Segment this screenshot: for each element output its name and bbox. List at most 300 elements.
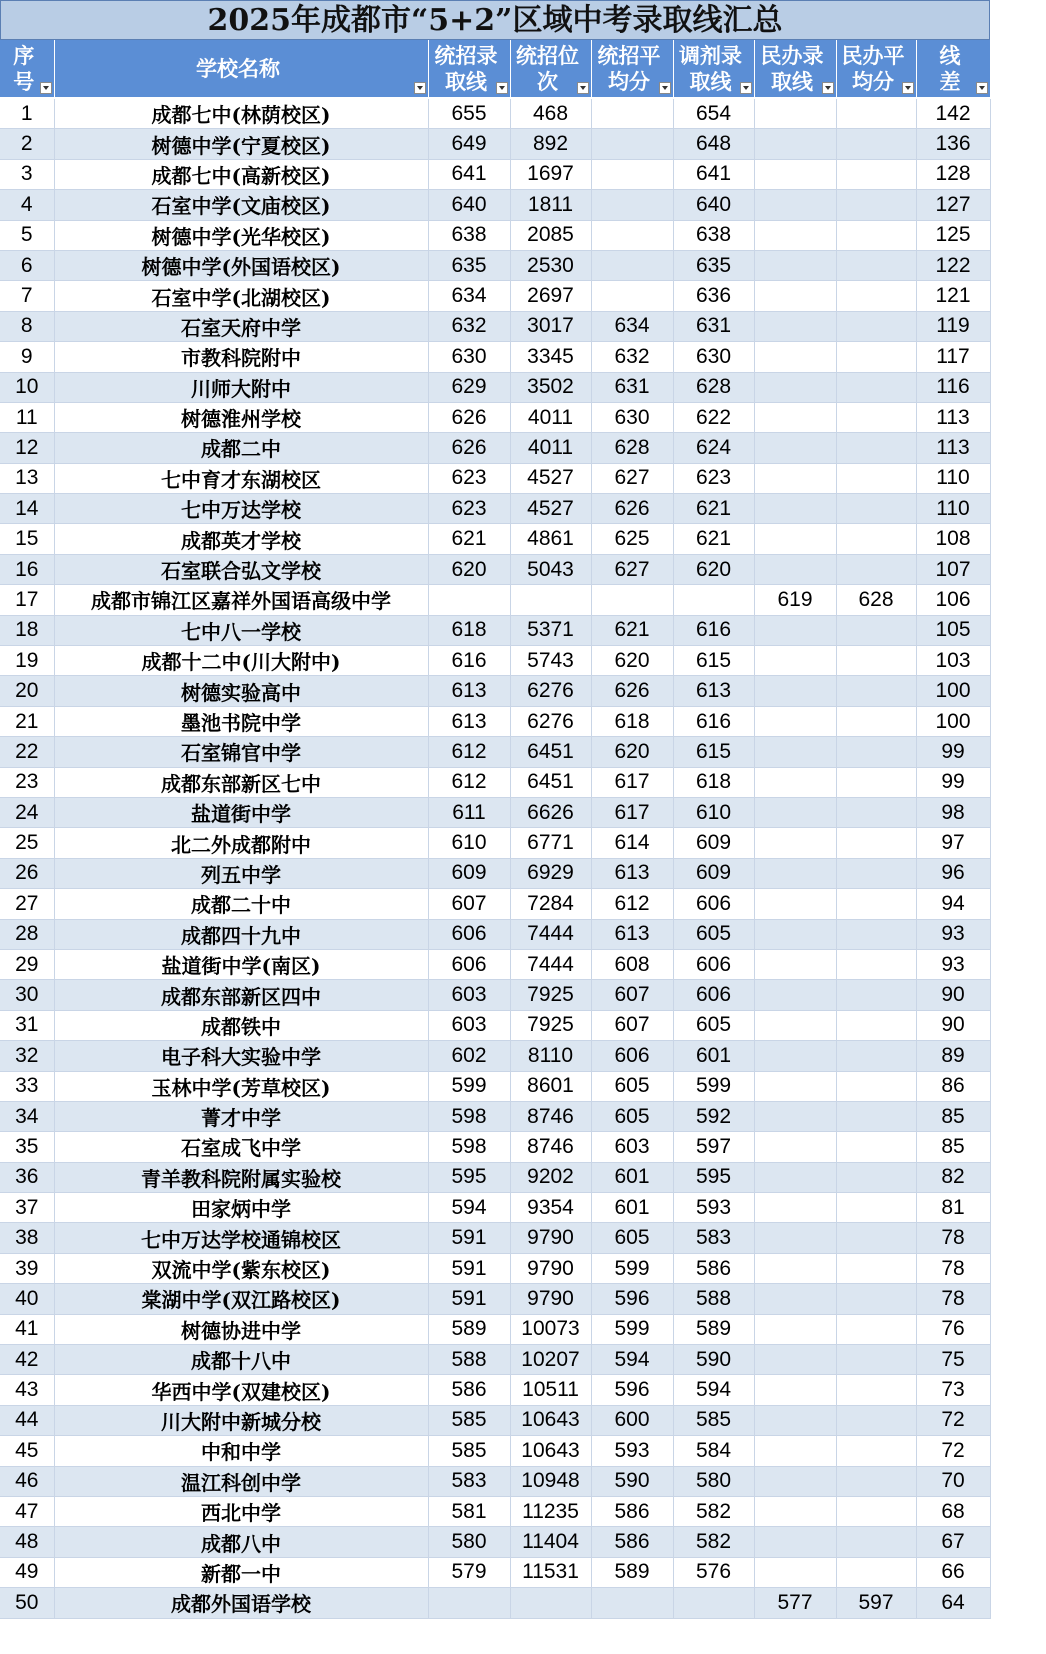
cell-private-avg[interactable] xyxy=(836,1466,916,1496)
cell-unified-avg[interactable]: 613 xyxy=(591,858,673,888)
cell-unified-rank[interactable]: 3017 xyxy=(510,311,591,341)
header-adjust-score[interactable] xyxy=(673,40,754,98)
cell-private-avg[interactable] xyxy=(836,190,916,220)
cell-private-avg[interactable] xyxy=(836,646,916,676)
cell-private-avg[interactable] xyxy=(836,1193,916,1223)
cell-private-score[interactable] xyxy=(754,250,836,280)
cell-school-name[interactable]: 石室锦官中学 xyxy=(54,737,428,767)
cell-no[interactable]: 39 xyxy=(0,1253,54,1283)
cell-private-score[interactable] xyxy=(754,646,836,676)
cell-adjust-score[interactable]: 618 xyxy=(673,767,754,797)
cell-private-score[interactable]: 619 xyxy=(754,585,836,615)
cell-unified-score[interactable]: 655 xyxy=(428,98,510,129)
cell-unified-avg[interactable]: 596 xyxy=(591,1284,673,1314)
cell-school-name[interactable]: 电子科大实验中学 xyxy=(54,1041,428,1071)
cell-private-avg[interactable] xyxy=(836,919,916,949)
cell-unified-avg[interactable]: 600 xyxy=(591,1405,673,1435)
cell-private-score[interactable] xyxy=(754,737,836,767)
cell-gap[interactable]: 119 xyxy=(916,311,990,341)
cell-gap[interactable]: 76 xyxy=(916,1314,990,1344)
cell-adjust-score[interactable]: 588 xyxy=(673,1284,754,1314)
cell-no[interactable]: 44 xyxy=(0,1405,54,1435)
cell-no[interactable]: 42 xyxy=(0,1345,54,1375)
header-private-score[interactable] xyxy=(754,40,836,98)
cell-private-avg[interactable] xyxy=(836,1253,916,1283)
cell-no[interactable]: 43 xyxy=(0,1375,54,1405)
cell-unified-score[interactable]: 626 xyxy=(428,433,510,463)
cell-no[interactable]: 8 xyxy=(0,311,54,341)
cell-private-score[interactable] xyxy=(754,615,836,645)
cell-school-name[interactable]: 华西中学(双建校区) xyxy=(54,1375,428,1405)
cell-unified-rank[interactable]: 7444 xyxy=(510,919,591,949)
cell-school-name[interactable]: 成都七中(高新校区) xyxy=(54,159,428,189)
cell-unified-score[interactable]: 591 xyxy=(428,1223,510,1253)
cell-unified-rank[interactable]: 7444 xyxy=(510,949,591,979)
cell-unified-score[interactable]: 599 xyxy=(428,1071,510,1101)
cell-unified-score[interactable]: 635 xyxy=(428,250,510,280)
cell-unified-score[interactable]: 598 xyxy=(428,1101,510,1131)
cell-unified-score[interactable]: 598 xyxy=(428,1132,510,1162)
cell-private-score[interactable] xyxy=(754,1253,836,1283)
cell-school-name[interactable]: 成都四十九中 xyxy=(54,919,428,949)
cell-private-avg[interactable] xyxy=(836,494,916,524)
cell-gap[interactable]: 136 xyxy=(916,129,990,159)
cell-unified-score[interactable]: 607 xyxy=(428,889,510,919)
cell-private-avg[interactable] xyxy=(836,311,916,341)
filter-dropdown-icon[interactable] xyxy=(976,82,988,94)
cell-unified-avg[interactable]: 625 xyxy=(591,524,673,554)
cell-private-score[interactable] xyxy=(754,1193,836,1223)
cell-private-score[interactable] xyxy=(754,372,836,402)
cell-unified-score[interactable]: 640 xyxy=(428,190,510,220)
cell-private-avg[interactable] xyxy=(836,1496,916,1526)
cell-school-name[interactable]: 墨池书院中学 xyxy=(54,706,428,736)
cell-no[interactable]: 45 xyxy=(0,1436,54,1466)
filter-dropdown-icon[interactable] xyxy=(659,82,671,94)
cell-unified-rank[interactable]: 8601 xyxy=(510,1071,591,1101)
cell-school-name[interactable]: 成都东部新区七中 xyxy=(54,767,428,797)
header-school[interactable] xyxy=(54,40,428,98)
cell-gap[interactable]: 85 xyxy=(916,1132,990,1162)
cell-unified-rank[interactable]: 4011 xyxy=(510,402,591,432)
cell-adjust-score[interactable]: 631 xyxy=(673,311,754,341)
cell-school-name[interactable]: 石室天府中学 xyxy=(54,311,428,341)
cell-school-name[interactable]: 玉林中学(芳草校区) xyxy=(54,1071,428,1101)
cell-no[interactable]: 49 xyxy=(0,1557,54,1587)
cell-unified-score[interactable]: 629 xyxy=(428,372,510,402)
filter-dropdown-icon[interactable] xyxy=(902,82,914,94)
cell-no[interactable]: 14 xyxy=(0,494,54,524)
cell-adjust-score[interactable]: 630 xyxy=(673,342,754,372)
cell-no[interactable]: 33 xyxy=(0,1071,54,1101)
cell-adjust-score[interactable]: 580 xyxy=(673,1466,754,1496)
cell-private-score[interactable] xyxy=(754,1101,836,1131)
cell-school-name[interactable]: 温江科创中学 xyxy=(54,1466,428,1496)
cell-private-score[interactable] xyxy=(754,524,836,554)
cell-gap[interactable]: 125 xyxy=(916,220,990,250)
cell-unified-avg[interactable]: 618 xyxy=(591,706,673,736)
cell-school-name[interactable]: 石室成飞中学 xyxy=(54,1132,428,1162)
cell-unified-avg[interactable]: 603 xyxy=(591,1132,673,1162)
cell-gap[interactable]: 90 xyxy=(916,1010,990,1040)
cell-unified-score[interactable]: 606 xyxy=(428,949,510,979)
cell-unified-score[interactable]: 632 xyxy=(428,311,510,341)
cell-no[interactable]: 3 xyxy=(0,159,54,189)
cell-unified-score[interactable]: 603 xyxy=(428,1010,510,1040)
cell-private-avg[interactable] xyxy=(836,1527,916,1557)
cell-school-name[interactable]: 成都二十中 xyxy=(54,889,428,919)
cell-unified-rank[interactable]: 7925 xyxy=(510,980,591,1010)
cell-private-avg[interactable] xyxy=(836,797,916,827)
cell-unified-rank[interactable]: 10073 xyxy=(510,1314,591,1344)
filter-dropdown-icon[interactable] xyxy=(822,82,834,94)
cell-school-name[interactable]: 盐道街中学 xyxy=(54,797,428,827)
cell-unified-avg[interactable]: 601 xyxy=(591,1193,673,1223)
cell-gap[interactable]: 98 xyxy=(916,797,990,827)
cell-unified-avg[interactable]: 606 xyxy=(591,1041,673,1071)
cell-adjust-score[interactable]: 585 xyxy=(673,1405,754,1435)
cell-private-score[interactable] xyxy=(754,402,836,432)
cell-school-name[interactable]: 成都八中 xyxy=(54,1527,428,1557)
cell-unified-rank[interactable]: 2085 xyxy=(510,220,591,250)
cell-unified-score[interactable]: 630 xyxy=(428,342,510,372)
cell-unified-avg[interactable]: 626 xyxy=(591,676,673,706)
cell-school-name[interactable]: 石室中学(文庙校区) xyxy=(54,190,428,220)
cell-unified-rank[interactable]: 8110 xyxy=(510,1041,591,1071)
cell-no[interactable]: 11 xyxy=(0,402,54,432)
cell-private-score[interactable] xyxy=(754,1436,836,1466)
cell-private-score[interactable] xyxy=(754,1527,836,1557)
cell-no[interactable]: 34 xyxy=(0,1101,54,1131)
cell-no[interactable]: 1 xyxy=(0,98,54,129)
cell-unified-rank[interactable]: 9202 xyxy=(510,1162,591,1192)
cell-gap[interactable]: 103 xyxy=(916,646,990,676)
header-no[interactable] xyxy=(0,40,54,98)
cell-school-name[interactable]: 石室联合弘文学校 xyxy=(54,554,428,584)
cell-no[interactable]: 40 xyxy=(0,1284,54,1314)
cell-private-score[interactable] xyxy=(754,889,836,919)
cell-no[interactable]: 21 xyxy=(0,706,54,736)
cell-private-score[interactable] xyxy=(754,1557,836,1587)
cell-private-avg[interactable] xyxy=(836,737,916,767)
cell-gap[interactable]: 100 xyxy=(916,706,990,736)
cell-gap[interactable]: 113 xyxy=(916,433,990,463)
cell-unified-avg[interactable]: 620 xyxy=(591,737,673,767)
cell-private-score[interactable] xyxy=(754,919,836,949)
cell-private-score[interactable] xyxy=(754,220,836,250)
cell-adjust-score[interactable]: 622 xyxy=(673,402,754,432)
cell-unified-avg[interactable]: 605 xyxy=(591,1101,673,1131)
cell-private-score[interactable] xyxy=(754,858,836,888)
cell-unified-score[interactable]: 634 xyxy=(428,281,510,311)
cell-adjust-score[interactable]: 613 xyxy=(673,676,754,706)
cell-adjust-score[interactable]: 584 xyxy=(673,1436,754,1466)
cell-unified-rank[interactable]: 468 xyxy=(510,98,591,129)
cell-gap[interactable]: 66 xyxy=(916,1557,990,1587)
cell-unified-score[interactable]: 620 xyxy=(428,554,510,584)
cell-adjust-score[interactable]: 609 xyxy=(673,828,754,858)
cell-private-score[interactable] xyxy=(754,129,836,159)
cell-gap[interactable]: 93 xyxy=(916,949,990,979)
cell-unified-rank[interactable]: 4011 xyxy=(510,433,591,463)
cell-private-avg[interactable] xyxy=(836,1314,916,1344)
cell-school-name[interactable]: 成都七中(林荫校区) xyxy=(54,98,428,129)
cell-unified-avg[interactable] xyxy=(591,159,673,189)
cell-private-avg[interactable] xyxy=(836,706,916,736)
cell-private-avg[interactable] xyxy=(836,98,916,129)
cell-gap[interactable]: 142 xyxy=(916,98,990,129)
cell-gap[interactable]: 75 xyxy=(916,1345,990,1375)
cell-no[interactable]: 5 xyxy=(0,220,54,250)
cell-gap[interactable]: 108 xyxy=(916,524,990,554)
cell-gap[interactable]: 93 xyxy=(916,919,990,949)
cell-unified-score[interactable]: 585 xyxy=(428,1405,510,1435)
cell-unified-rank[interactable]: 6451 xyxy=(510,737,591,767)
cell-unified-rank[interactable]: 9790 xyxy=(510,1253,591,1283)
cell-no[interactable]: 10 xyxy=(0,372,54,402)
cell-adjust-score[interactable]: 597 xyxy=(673,1132,754,1162)
cell-no[interactable]: 13 xyxy=(0,463,54,493)
cell-gap[interactable]: 85 xyxy=(916,1101,990,1131)
cell-gap[interactable]: 82 xyxy=(916,1162,990,1192)
cell-private-score[interactable] xyxy=(754,1162,836,1192)
cell-school-name[interactable]: 中和中学 xyxy=(54,1436,428,1466)
cell-school-name[interactable]: 七中育才东湖校区 xyxy=(54,463,428,493)
cell-no[interactable]: 23 xyxy=(0,767,54,797)
cell-school-name[interactable]: 树德中学(光华校区) xyxy=(54,220,428,250)
cell-private-avg[interactable] xyxy=(836,615,916,645)
cell-adjust-score[interactable]: 620 xyxy=(673,554,754,584)
cell-no[interactable]: 4 xyxy=(0,190,54,220)
cell-gap[interactable]: 78 xyxy=(916,1253,990,1283)
cell-unified-rank[interactable]: 5043 xyxy=(510,554,591,584)
cell-unified-rank[interactable]: 10948 xyxy=(510,1466,591,1496)
cell-private-avg[interactable] xyxy=(836,1284,916,1314)
cell-no[interactable]: 47 xyxy=(0,1496,54,1526)
cell-unified-avg[interactable]: 586 xyxy=(591,1496,673,1526)
cell-adjust-score[interactable]: 595 xyxy=(673,1162,754,1192)
cell-no[interactable]: 37 xyxy=(0,1193,54,1223)
cell-adjust-score[interactable]: 582 xyxy=(673,1496,754,1526)
cell-adjust-score[interactable]: 594 xyxy=(673,1375,754,1405)
cell-no[interactable]: 30 xyxy=(0,980,54,1010)
cell-adjust-score[interactable]: 606 xyxy=(673,889,754,919)
cell-private-avg[interactable] xyxy=(836,250,916,280)
cell-no[interactable]: 15 xyxy=(0,524,54,554)
cell-private-avg[interactable] xyxy=(836,1071,916,1101)
cell-unified-rank[interactable]: 2697 xyxy=(510,281,591,311)
cell-adjust-score[interactable]: 605 xyxy=(673,919,754,949)
cell-gap[interactable]: 89 xyxy=(916,1041,990,1071)
cell-school-name[interactable]: 成都铁中 xyxy=(54,1010,428,1040)
cell-unified-score[interactable]: 612 xyxy=(428,737,510,767)
cell-no[interactable]: 36 xyxy=(0,1162,54,1192)
cell-unified-score[interactable]: 626 xyxy=(428,402,510,432)
cell-school-name[interactable]: 七中万达学校通锦校区 xyxy=(54,1223,428,1253)
cell-adjust-score[interactable]: 616 xyxy=(673,615,754,645)
filter-dropdown-icon[interactable] xyxy=(496,82,508,94)
cell-unified-score[interactable]: 612 xyxy=(428,767,510,797)
cell-adjust-score[interactable]: 576 xyxy=(673,1557,754,1587)
cell-unified-score[interactable]: 585 xyxy=(428,1436,510,1466)
header-unified-rank[interactable] xyxy=(510,40,591,98)
cell-unified-avg[interactable]: 626 xyxy=(591,494,673,524)
cell-unified-avg[interactable]: 589 xyxy=(591,1557,673,1587)
cell-unified-score[interactable]: 623 xyxy=(428,463,510,493)
cell-unified-score[interactable]: 618 xyxy=(428,615,510,645)
cell-private-score[interactable] xyxy=(754,1375,836,1405)
cell-unified-rank[interactable]: 10207 xyxy=(510,1345,591,1375)
cell-unified-rank[interactable]: 5371 xyxy=(510,615,591,645)
cell-private-score[interactable] xyxy=(754,494,836,524)
cell-gap[interactable]: 94 xyxy=(916,889,990,919)
cell-unified-avg[interactable]: 612 xyxy=(591,889,673,919)
cell-no[interactable]: 29 xyxy=(0,949,54,979)
cell-unified-rank[interactable]: 6771 xyxy=(510,828,591,858)
cell-private-avg[interactable] xyxy=(836,433,916,463)
cell-unified-score[interactable]: 579 xyxy=(428,1557,510,1587)
cell-unified-score[interactable]: 591 xyxy=(428,1284,510,1314)
cell-private-score[interactable] xyxy=(754,767,836,797)
cell-no[interactable]: 19 xyxy=(0,646,54,676)
cell-adjust-score[interactable]: 592 xyxy=(673,1101,754,1131)
cell-private-avg[interactable] xyxy=(836,676,916,706)
cell-private-avg[interactable] xyxy=(836,342,916,372)
cell-no[interactable]: 41 xyxy=(0,1314,54,1344)
cell-unified-rank[interactable] xyxy=(510,1588,591,1618)
cell-school-name[interactable]: 树德中学(外国语校区) xyxy=(54,250,428,280)
cell-school-name[interactable]: 成都二中 xyxy=(54,433,428,463)
cell-unified-score[interactable]: 594 xyxy=(428,1193,510,1223)
cell-no[interactable]: 2 xyxy=(0,129,54,159)
cell-school-name[interactable]: 成都英才学校 xyxy=(54,524,428,554)
cell-no[interactable]: 28 xyxy=(0,919,54,949)
cell-unified-rank[interactable]: 4527 xyxy=(510,463,591,493)
cell-school-name[interactable]: 田家炳中学 xyxy=(54,1193,428,1223)
cell-gap[interactable]: 99 xyxy=(916,737,990,767)
cell-no[interactable]: 48 xyxy=(0,1527,54,1557)
cell-gap[interactable]: 127 xyxy=(916,190,990,220)
cell-unified-score[interactable]: 581 xyxy=(428,1496,510,1526)
cell-unified-avg[interactable]: 605 xyxy=(591,1223,673,1253)
cell-gap[interactable]: 113 xyxy=(916,402,990,432)
cell-private-score[interactable] xyxy=(754,342,836,372)
cell-gap[interactable]: 81 xyxy=(916,1193,990,1223)
cell-private-avg[interactable] xyxy=(836,554,916,584)
cell-no[interactable]: 7 xyxy=(0,281,54,311)
cell-school-name[interactable]: 列五中学 xyxy=(54,858,428,888)
cell-no[interactable]: 16 xyxy=(0,554,54,584)
cell-school-name[interactable]: 树德实验高中 xyxy=(54,676,428,706)
cell-unified-rank[interactable]: 11235 xyxy=(510,1496,591,1526)
cell-private-score[interactable] xyxy=(754,1466,836,1496)
cell-gap[interactable]: 86 xyxy=(916,1071,990,1101)
cell-unified-score[interactable]: 602 xyxy=(428,1041,510,1071)
cell-unified-rank[interactable]: 10511 xyxy=(510,1375,591,1405)
cell-unified-avg[interactable]: 590 xyxy=(591,1466,673,1496)
cell-school-name[interactable]: 七中八一学校 xyxy=(54,615,428,645)
cell-adjust-score[interactable]: 654 xyxy=(673,98,754,129)
cell-private-avg[interactable]: 628 xyxy=(836,585,916,615)
cell-unified-avg[interactable]: 632 xyxy=(591,342,673,372)
cell-private-avg[interactable] xyxy=(836,372,916,402)
cell-private-avg[interactable] xyxy=(836,1557,916,1587)
cell-unified-rank[interactable]: 11531 xyxy=(510,1557,591,1587)
cell-private-avg[interactable] xyxy=(836,949,916,979)
cell-unified-score[interactable]: 606 xyxy=(428,919,510,949)
cell-private-score[interactable] xyxy=(754,1314,836,1344)
cell-unified-rank[interactable]: 8746 xyxy=(510,1132,591,1162)
cell-unified-avg[interactable]: 628 xyxy=(591,433,673,463)
cell-unified-rank[interactable]: 3502 xyxy=(510,372,591,402)
cell-private-score[interactable] xyxy=(754,433,836,463)
cell-gap[interactable]: 116 xyxy=(916,372,990,402)
cell-no[interactable]: 27 xyxy=(0,889,54,919)
cell-private-avg[interactable] xyxy=(836,524,916,554)
cell-unified-score[interactable]: 591 xyxy=(428,1253,510,1283)
cell-adjust-score[interactable]: 640 xyxy=(673,190,754,220)
cell-unified-avg[interactable]: 586 xyxy=(591,1527,673,1557)
cell-unified-rank[interactable]: 3345 xyxy=(510,342,591,372)
cell-private-score[interactable] xyxy=(754,1071,836,1101)
cell-unified-score[interactable] xyxy=(428,1588,510,1618)
cell-school-name[interactable]: 川大附中新城分校 xyxy=(54,1405,428,1435)
cell-unified-rank[interactable]: 6276 xyxy=(510,676,591,706)
cell-adjust-score[interactable]: 609 xyxy=(673,858,754,888)
cell-unified-score[interactable]: 638 xyxy=(428,220,510,250)
cell-unified-avg[interactable]: 617 xyxy=(591,797,673,827)
cell-unified-avg[interactable] xyxy=(591,220,673,250)
cell-unified-score[interactable]: 610 xyxy=(428,828,510,858)
cell-unified-avg[interactable]: 627 xyxy=(591,554,673,584)
cell-private-avg[interactable] xyxy=(836,767,916,797)
cell-unified-rank[interactable]: 892 xyxy=(510,129,591,159)
cell-unified-rank[interactable]: 8746 xyxy=(510,1101,591,1131)
cell-adjust-score[interactable]: 606 xyxy=(673,949,754,979)
cell-gap[interactable]: 107 xyxy=(916,554,990,584)
cell-private-score[interactable] xyxy=(754,1284,836,1314)
cell-unified-score[interactable]: 583 xyxy=(428,1466,510,1496)
cell-unified-avg[interactable]: 599 xyxy=(591,1253,673,1283)
cell-private-score[interactable] xyxy=(754,1345,836,1375)
header-unified-score[interactable] xyxy=(428,40,510,98)
cell-private-avg[interactable] xyxy=(836,159,916,189)
cell-unified-score[interactable]: 588 xyxy=(428,1345,510,1375)
cell-private-avg[interactable] xyxy=(836,463,916,493)
cell-adjust-score[interactable]: 635 xyxy=(673,250,754,280)
cell-no[interactable]: 24 xyxy=(0,797,54,827)
cell-no[interactable]: 20 xyxy=(0,676,54,706)
filter-dropdown-icon[interactable] xyxy=(414,82,426,94)
cell-private-avg[interactable] xyxy=(836,828,916,858)
cell-private-avg[interactable] xyxy=(836,858,916,888)
cell-private-score[interactable] xyxy=(754,676,836,706)
cell-school-name[interactable]: 成都市锦江区嘉祥外国语高级中学 xyxy=(54,585,428,615)
cell-gap[interactable]: 121 xyxy=(916,281,990,311)
cell-unified-score[interactable]: 613 xyxy=(428,706,510,736)
cell-no[interactable]: 38 xyxy=(0,1223,54,1253)
cell-unified-rank[interactable]: 7925 xyxy=(510,1010,591,1040)
cell-private-score[interactable] xyxy=(754,98,836,129)
cell-unified-avg[interactable]: 596 xyxy=(591,1375,673,1405)
cell-private-avg[interactable] xyxy=(836,402,916,432)
cell-private-score[interactable] xyxy=(754,190,836,220)
cell-adjust-score[interactable]: 610 xyxy=(673,797,754,827)
cell-private-avg[interactable] xyxy=(836,220,916,250)
cell-unified-avg[interactable]: 614 xyxy=(591,828,673,858)
cell-adjust-score[interactable]: 586 xyxy=(673,1253,754,1283)
cell-school-name[interactable]: 成都外国语学校 xyxy=(54,1588,428,1618)
